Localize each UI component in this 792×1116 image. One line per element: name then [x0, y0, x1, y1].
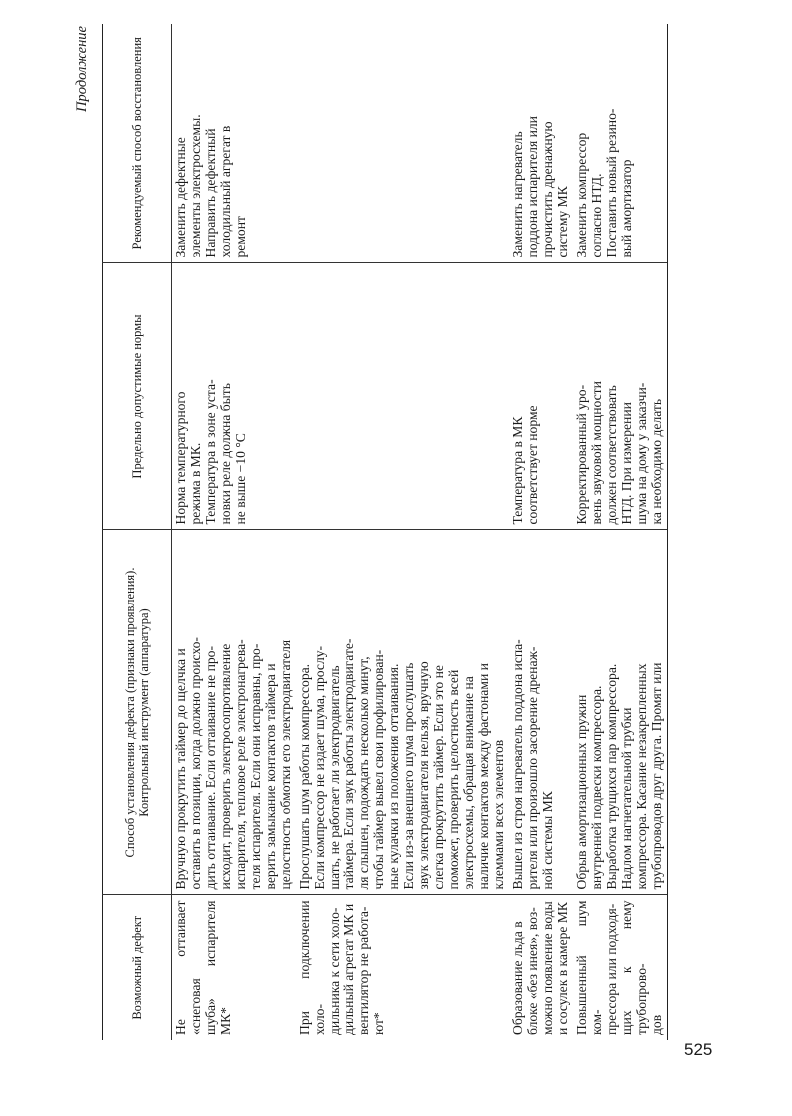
defects-table	[102, 24, 668, 1040]
norms-cell	[296, 263, 509, 530]
norms-cell: Норма температурного режима в МК. Температура в зоне уста- новки реле должна быть не выше −10 °С	[172, 263, 296, 530]
continuation-label: Продолжение	[74, 26, 90, 112]
remedy-cell: Заменить нагреватель поддона испарителя или прочистить дренажную систему МК	[509, 24, 573, 263]
remedy-cell: Заменить компрессор согласно НТД. Поставить новый резино- вый амортизатор	[573, 24, 667, 263]
table-row	[509, 24, 573, 1040]
method-cell: Обрыв амортизационных пружин внутренней подвески компрессора. Выработка трущихся пар компрессора. Надлом нагнетательной трубки компрессора. Касание незакрепленных трубопроводов друг друга. Промят или	[573, 530, 667, 895]
column-header-defect: Возможный дефект	[103, 895, 172, 1040]
rotated-page	[74, 24, 718, 1040]
method-cell: Вышел из строя нагреватель поддона испа- рителя или произошло засорение дренаж- ной системы МК	[509, 530, 573, 895]
method-cell: Вручную прокрутить таймер до щелчка и оставить в позиции, когда должно происхо- дить оттаивание. Если оттаивание не про- исходит, проверить электросопротивление испарителя, тепловое реле электронагрева- теля испарителя. Если они исправны, про- верить замыкание контактов таймера и целостность обмотки его электродвигателя	[172, 530, 296, 895]
table-row	[172, 24, 296, 1040]
column-header-method: Способ установления дефекта (признаки проявления). Контрольный инструмент (аппаратура)	[103, 530, 172, 895]
remedy-cell: Заменить дефектные элементы электросхемы. Направить дефектный холодильный агрегат в ремонт	[172, 24, 296, 263]
table-row	[573, 24, 667, 1040]
column-header-remedy: Рекомендуемый способ восстановления	[103, 24, 172, 263]
column-header-norms: Предельно допустимые нормы	[103, 263, 172, 530]
norms-cell: Температура в МК соответствует норме	[509, 263, 573, 530]
method-cell: Прослушать шум работы компрессора. Если компрессор не издает шума, прослу- шать, не работает ли электродвигатель таймера. Если звук работы электродвигате- ля слышен, подождать несколько минут, чтобы таймер вывел свои профилирован- ные кулачки из положения оттаивания. Если из-за внешнего шума прослушать звук электродвигателя нельзя, вручную слегка прокрутить таймер. Если это не поможет, проверить целостность всей электросхемы, обращая внимание на наличие контактов между фастонами и клеммами всех элементов	[296, 530, 509, 895]
defect-cell: Не оттаивает «снеговая шуба» испарителя МК*	[172, 895, 296, 1040]
norms-cell: Корректированный уро- вень звуковой мощности должен соответствовать НТД. При измерении шума на дому у заказчи- ка необходимо делать	[573, 263, 667, 530]
defect-cell: Образование льда в блоке «без инея», воз- можно появление воды и сосулек в камере МК	[509, 895, 573, 1040]
defect-cell: Повышенный шум ком- прессора или подходя- щих к нему трубопрово- дов	[573, 895, 667, 1040]
table-row	[296, 24, 509, 1040]
table-header-row	[103, 24, 172, 1040]
defect-cell: При подключении холо- дильника к сети холо- дильный агрегат МК и вентилятор не работа- ют*	[296, 895, 509, 1040]
page-number: 525	[684, 1040, 713, 1059]
remedy-cell	[296, 24, 509, 263]
